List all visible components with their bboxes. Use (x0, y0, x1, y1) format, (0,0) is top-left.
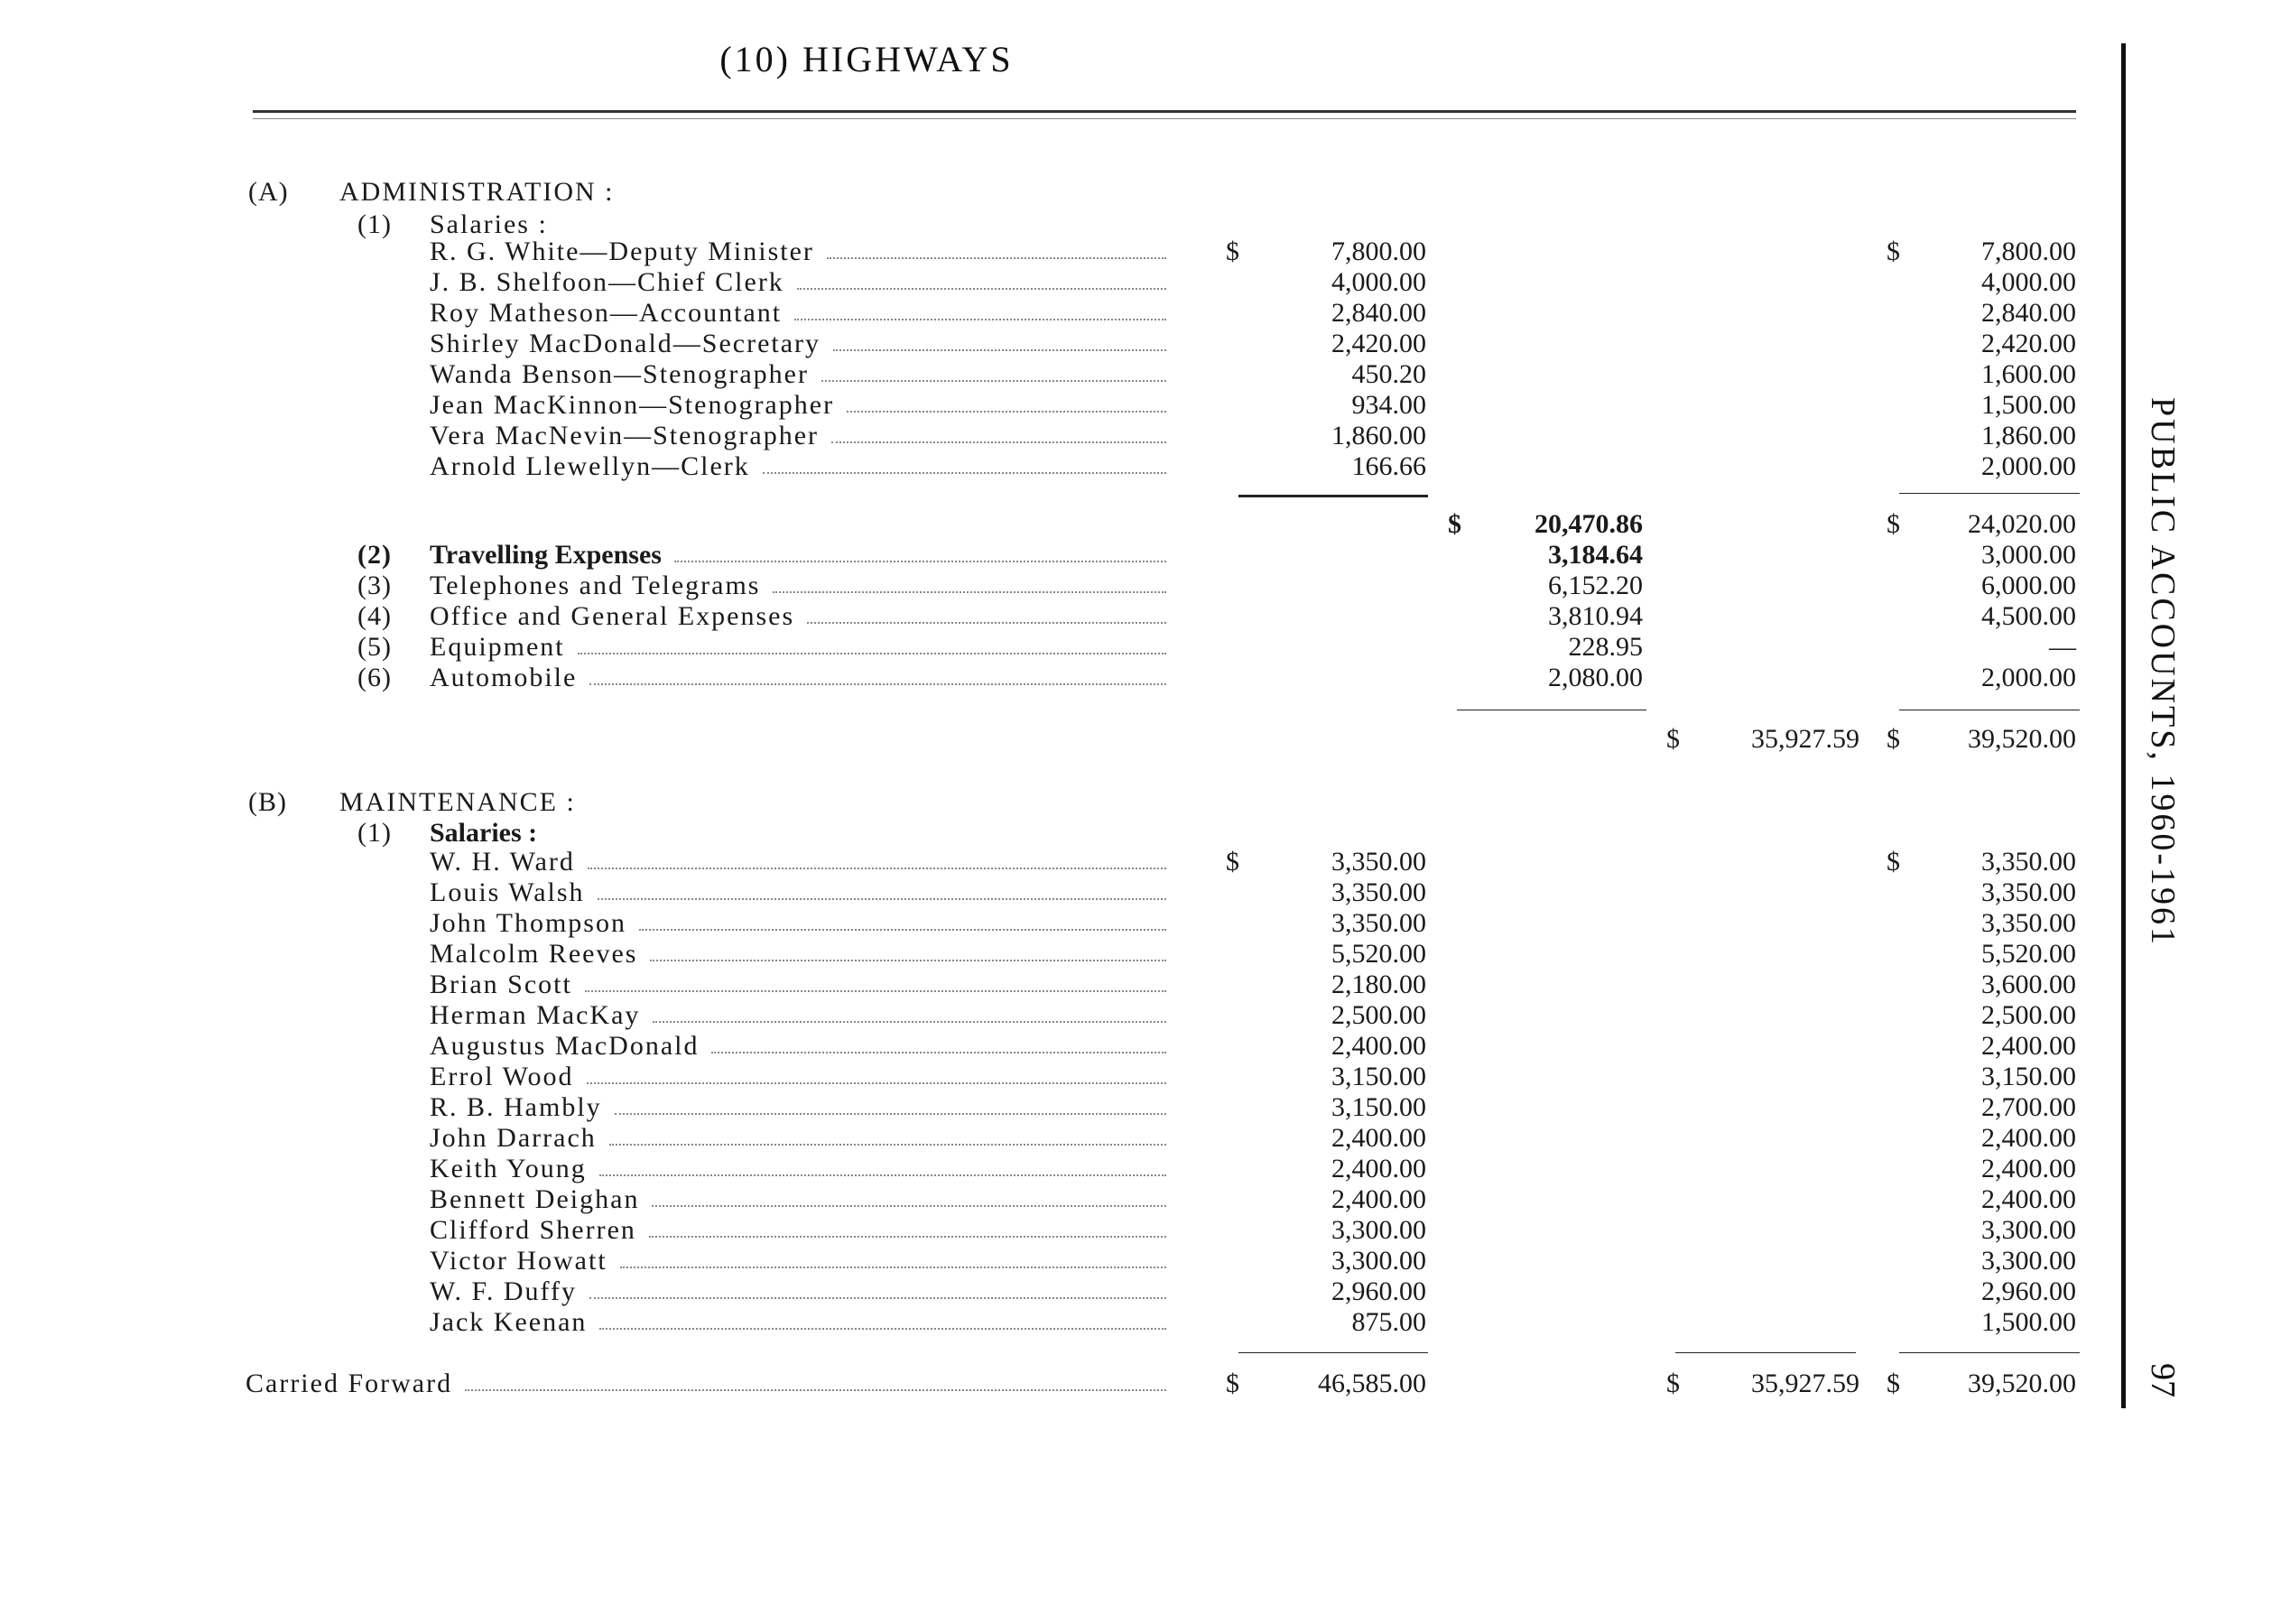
total-rule (1238, 495, 1428, 497)
section-heading: ADMINISTRATION : (339, 177, 615, 207)
actual-amount: 3,300.00 (1331, 1215, 1426, 1245)
estimate-amount: 5,520.00 (1981, 939, 2076, 969)
estimate-amount: 1,860.00 (1981, 421, 2076, 450)
leader-dots (807, 622, 1166, 624)
item-label: Salaries : (430, 818, 538, 848)
leader-dots (711, 1052, 1166, 1053)
estimate-amount: 6,000.00 (1981, 571, 2076, 600)
estimate-amount: 3,300.00 (1981, 1215, 2076, 1245)
table-row (0, 1154, 2281, 1184)
section-heading: MAINTENANCE : (339, 787, 576, 817)
item-label: Brian Scott (430, 970, 572, 999)
item-label: John Thompson (430, 908, 626, 938)
table-row (0, 267, 2281, 298)
leader-dots (847, 411, 1166, 413)
actual-amount: 2,840.00 (1331, 298, 1426, 328)
actual-amount: 1,860.00 (1331, 421, 1426, 450)
leader-dots (578, 653, 1166, 654)
carried-forward-col3: 35,927.59 (1751, 1369, 1859, 1398)
dollar-sign: $ (1887, 1369, 1900, 1398)
estimate-amount: 7,800.00 (1981, 237, 2076, 266)
leader-dots (589, 1297, 1166, 1299)
item-label: Wanda Benson—Stenographer (430, 359, 809, 389)
estimate-amount: 4,500.00 (1981, 601, 2076, 631)
item-label: Jean MacKinnon—Stenographer (430, 390, 835, 420)
actual-amount: 3,810.94 (1548, 601, 1643, 631)
leader-dots (615, 1113, 1166, 1115)
actual-amount: 166.66 (1351, 451, 1426, 481)
estimate-amount: 3,350.00 (1981, 877, 2076, 907)
dollar-sign: $ (1666, 724, 1680, 754)
table-row (0, 209, 2281, 240)
table-row (0, 359, 2281, 390)
actual-amount: 5,520.00 (1331, 939, 1426, 969)
header-rule (253, 110, 2076, 113)
estimate-amount: 2,500.00 (1981, 1000, 2076, 1030)
table-row (0, 1092, 2281, 1123)
item-label: J. B. Shelfoon—Chief Clerk (430, 267, 784, 297)
leader-dots (797, 288, 1166, 290)
leader-dots (609, 1144, 1166, 1146)
item-label: Telephones and Telegrams (430, 571, 761, 600)
leader-dots (833, 349, 1166, 351)
item-label: Equipment (430, 632, 565, 662)
running-head: PUBLIC ACCOUNTS, 1960-1961 (2144, 397, 2182, 947)
dollar-sign: $ (1226, 1369, 1239, 1398)
table-row (0, 237, 2281, 267)
table-row (0, 908, 2281, 939)
item-label: Herman MacKay (430, 1000, 641, 1030)
estimate-amount: 2,400.00 (1981, 1031, 2076, 1061)
estimate-amount: 2,000.00 (1981, 663, 2076, 692)
dollar-sign: $ (1666, 1369, 1680, 1398)
item-number: (2) (357, 540, 392, 570)
estimate-subtotal: 24,020.00 (1968, 509, 2076, 539)
actual-amount: 2,500.00 (1331, 1000, 1426, 1030)
dollar-sign: $ (1887, 724, 1900, 754)
table-row (0, 1000, 2281, 1031)
estimate-amount: 1,500.00 (1981, 1307, 2076, 1337)
leader-dots (588, 868, 1166, 869)
table-row (0, 847, 2281, 877)
item-label: Roy Matheson—Accountant (430, 298, 783, 328)
leader-dots (650, 960, 1166, 961)
total-rule (1675, 1352, 1856, 1353)
leader-dots (763, 472, 1166, 474)
estimate-amount: — (2049, 632, 2076, 662)
table-row (0, 298, 2281, 329)
item-label: Jack Keenan (430, 1307, 588, 1337)
leader-dots (598, 898, 1166, 900)
table-row (0, 1031, 2281, 1062)
estimate-amount: 2,400.00 (1981, 1123, 2076, 1153)
item-number: (3) (357, 571, 392, 600)
total-rule (1899, 493, 2080, 494)
leader-dots (674, 561, 1166, 562)
table-row (0, 787, 2281, 818)
total-rule (1899, 1352, 2080, 1353)
page-number: 97 (2144, 1363, 2182, 1397)
leader-dots (585, 990, 1166, 992)
item-label: Louis Walsh (430, 877, 585, 907)
actual-amount: 2,960.00 (1331, 1276, 1426, 1306)
table-row (0, 451, 2281, 482)
item-number: (1) (357, 818, 392, 848)
dollar-sign: $ (1887, 237, 1900, 266)
carried-forward-col4: 39,520.00 (1968, 1369, 2076, 1398)
table-row (0, 509, 2281, 540)
actual-amount: 934.00 (1351, 390, 1426, 420)
actual-amount: 2,400.00 (1331, 1123, 1426, 1153)
table-row (0, 632, 2281, 663)
estimate-amount: 4,000.00 (1981, 267, 2076, 297)
table-row (0, 1184, 2281, 1215)
item-label: Office and General Expenses (430, 601, 795, 631)
section-letter: (A) (248, 177, 289, 207)
estimate-amount: 3,600.00 (1981, 970, 2076, 999)
table-row (0, 571, 2281, 601)
actual-amount: 2,080.00 (1548, 663, 1643, 692)
table-row (0, 1246, 2281, 1276)
table-row (0, 177, 2281, 208)
estimate-amount: 3,350.00 (1981, 847, 2076, 877)
dollar-sign: $ (1887, 847, 1900, 877)
subtotal-amount: 20,470.86 (1535, 509, 1643, 539)
table-row (0, 1215, 2281, 1246)
actual-amount: 3,184.64 (1548, 540, 1643, 570)
table-row (0, 540, 2281, 571)
dollar-sign: $ (1887, 509, 1900, 539)
item-number: (5) (357, 632, 392, 662)
table-row (0, 663, 2281, 693)
item-label: Bennett Deighan (430, 1184, 640, 1214)
dollar-sign: $ (1226, 847, 1239, 877)
actual-amount: 2,420.00 (1331, 329, 1426, 358)
total-rule (1238, 1352, 1428, 1353)
actual-amount: 3,300.00 (1331, 1246, 1426, 1276)
leader-dots (827, 257, 1166, 259)
leader-dots (652, 1205, 1166, 1207)
item-label: Victor Howatt (430, 1246, 607, 1276)
section-estimate-total: 39,520.00 (1968, 724, 2076, 754)
item-label: John Darrach (430, 1123, 597, 1153)
table-row (0, 724, 2281, 755)
estimate-amount: 2,840.00 (1981, 298, 2076, 328)
leader-dots (773, 591, 1166, 593)
dollar-sign: $ (1226, 237, 1239, 266)
carried-forward-label: Carried Forward (246, 1369, 453, 1398)
actual-amount: 3,350.00 (1331, 847, 1426, 877)
table-row (0, 421, 2281, 451)
leader-dots (465, 1389, 1166, 1391)
estimate-amount: 1,600.00 (1981, 359, 2076, 389)
leader-dots (821, 380, 1166, 382)
item-number: (1) (357, 209, 392, 239)
item-label: Errol Wood (430, 1062, 574, 1091)
item-label: Automobile (430, 663, 578, 692)
item-label: Augustus MacDonald (430, 1031, 700, 1061)
estimate-amount: 1,500.00 (1981, 390, 2076, 420)
estimate-amount: 3,000.00 (1981, 540, 2076, 570)
item-label: Shirley MacDonald—Secretary (430, 329, 821, 358)
table-row (0, 939, 2281, 970)
table-row (0, 1369, 2281, 1399)
leader-dots (599, 1328, 1166, 1330)
section-total: 35,927.59 (1751, 724, 1859, 754)
leader-dots (620, 1267, 1166, 1268)
item-number: (4) (357, 601, 392, 631)
leader-dots (589, 683, 1166, 685)
actual-amount: 3,150.00 (1331, 1092, 1426, 1122)
actual-amount: 2,400.00 (1331, 1184, 1426, 1214)
estimate-amount: 2,000.00 (1981, 451, 2076, 481)
item-label: R. B. Hambly (430, 1092, 602, 1122)
estimate-amount: 2,420.00 (1981, 329, 2076, 358)
actual-amount: 3,350.00 (1331, 877, 1426, 907)
estimate-amount: 2,960.00 (1981, 1276, 2076, 1306)
actual-amount: 228.95 (1568, 632, 1643, 662)
item-label: Clifford Sherren (430, 1215, 636, 1245)
item-number: (6) (357, 663, 392, 692)
actual-amount: 4,000.00 (1331, 267, 1426, 297)
item-label: W. H. Ward (430, 847, 575, 877)
table-row (0, 1307, 2281, 1338)
leader-dots (599, 1174, 1166, 1176)
leader-dots (587, 1082, 1166, 1084)
actual-amount: 2,400.00 (1331, 1031, 1426, 1061)
actual-amount: 450.20 (1351, 359, 1426, 389)
leader-dots (831, 441, 1166, 443)
table-row (0, 818, 2281, 849)
leader-dots (653, 1021, 1166, 1023)
table-row (0, 601, 2281, 632)
section-letter: (B) (248, 787, 287, 817)
estimate-amount: 2,700.00 (1981, 1092, 2076, 1122)
estimate-amount: 3,150.00 (1981, 1062, 2076, 1091)
item-label: Vera MacNevin—Stenographer (430, 421, 820, 450)
carried-forward-col1: 46,585.00 (1318, 1369, 1426, 1398)
table-row (0, 1062, 2281, 1092)
page-title: (10) HIGHWAYS (719, 39, 1014, 79)
actual-amount: 3,150.00 (1331, 1062, 1426, 1091)
table-row (0, 329, 2281, 359)
item-label: Malcolm Reeves (430, 939, 638, 969)
dollar-sign: $ (1448, 509, 1461, 539)
item-label: Travelling Expenses (430, 540, 662, 570)
actual-amount: 6,152.20 (1548, 571, 1643, 600)
actual-amount: 2,180.00 (1331, 970, 1426, 999)
estimate-amount: 3,350.00 (1981, 908, 2076, 938)
table-row (0, 1123, 2281, 1154)
table-row (0, 877, 2281, 908)
item-label: R. G. White—Deputy Minister (430, 237, 814, 266)
actual-amount: 875.00 (1351, 1307, 1426, 1337)
item-label: Keith Young (430, 1154, 587, 1183)
table-row (0, 970, 2281, 1000)
table-row (0, 1276, 2281, 1307)
item-label: Arnold Llewellyn—Clerk (430, 451, 750, 481)
leader-dots (794, 319, 1166, 320)
item-label: W. F. Duffy (430, 1276, 577, 1306)
leader-dots (639, 929, 1166, 931)
estimate-amount: 2,400.00 (1981, 1154, 2076, 1183)
table-row (0, 390, 2281, 421)
leader-dots (649, 1236, 1166, 1238)
actual-amount: 7,800.00 (1331, 237, 1426, 266)
header-rule-thin (253, 118, 2076, 119)
actual-amount: 3,350.00 (1331, 908, 1426, 938)
estimate-amount: 2,400.00 (1981, 1184, 2076, 1214)
item-label: Salaries : (430, 209, 548, 239)
actual-amount: 2,400.00 (1331, 1154, 1426, 1183)
estimate-amount: 3,300.00 (1981, 1246, 2076, 1276)
